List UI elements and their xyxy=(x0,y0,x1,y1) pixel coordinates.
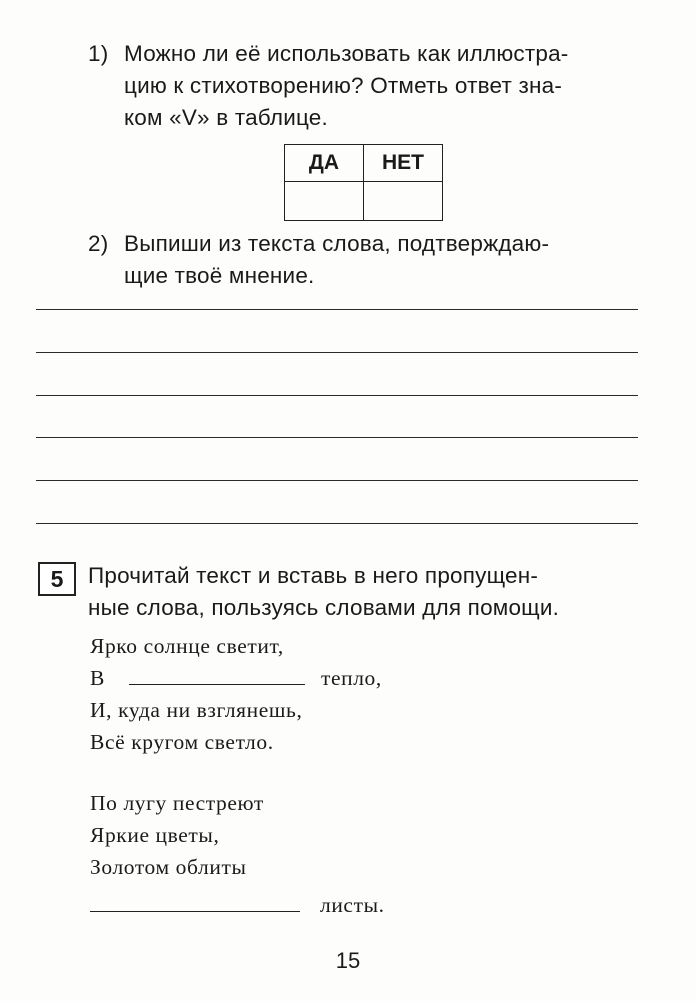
poem-line: Яркие цветы, xyxy=(90,823,220,847)
poem-line: И, куда ни взглянешь, xyxy=(90,698,303,722)
poem-stanza-2 xyxy=(90,787,385,921)
task-5-line-1: Прочитай текст и вставь в него пропущен- xyxy=(88,563,539,588)
yes-no-table xyxy=(284,144,443,221)
yes-answer-cell[interactable] xyxy=(285,182,364,221)
question-1-text-1: Можно ли её использовать как иллюстра- xyxy=(124,41,569,66)
page-number: 15 xyxy=(335,948,361,973)
answer-line[interactable] xyxy=(36,395,638,396)
question-1-number: 1) xyxy=(88,41,109,66)
task-5-line-2: ные слова, пользуясь словами для помощи. xyxy=(88,595,560,620)
fill-in-blank[interactable] xyxy=(129,664,305,685)
question-2-line-1 xyxy=(88,228,648,260)
question-2 xyxy=(88,228,648,292)
poem-line: Золотом облиты xyxy=(90,855,247,879)
task-number-box: 5 xyxy=(38,562,76,596)
poem-line-end: тепло, xyxy=(320,666,382,690)
question-2-text-1: Выпиши из текста слова, подтверждаю- xyxy=(124,231,550,256)
answer-line[interactable] xyxy=(36,352,638,353)
poem-line-with-gap xyxy=(90,889,385,921)
question-1-line-3: ком «V» в таблице. xyxy=(124,105,328,130)
poem-line: Всё кругом светло. xyxy=(90,730,274,754)
poem-line-start: В xyxy=(90,666,105,690)
question-1-line-2: цию к стихотворению? Отметь ответ зна- xyxy=(124,73,563,98)
fill-in-blank[interactable] xyxy=(90,891,300,912)
answer-line[interactable] xyxy=(36,480,638,481)
question-2-number: 2) xyxy=(88,231,109,256)
poem-line: По лугу пестреют xyxy=(90,791,264,815)
no-answer-cell[interactable] xyxy=(364,182,443,221)
no-header: НЕТ xyxy=(364,145,443,182)
question-1-line-1 xyxy=(88,38,648,70)
answer-line[interactable] xyxy=(36,523,638,524)
yes-header: ДА xyxy=(285,145,364,182)
question-2-line-2: щие твоё мнение. xyxy=(124,263,315,288)
poem-line-end: листы. xyxy=(320,893,385,917)
poem-stanza-1 xyxy=(90,630,382,758)
question-1 xyxy=(88,38,648,134)
task-5-instructions xyxy=(88,560,648,624)
answer-line[interactable] xyxy=(36,437,638,438)
answer-line[interactable] xyxy=(36,309,638,310)
poem-line-with-gap xyxy=(90,662,382,694)
poem-line: Ярко солнце светит, xyxy=(90,634,284,658)
